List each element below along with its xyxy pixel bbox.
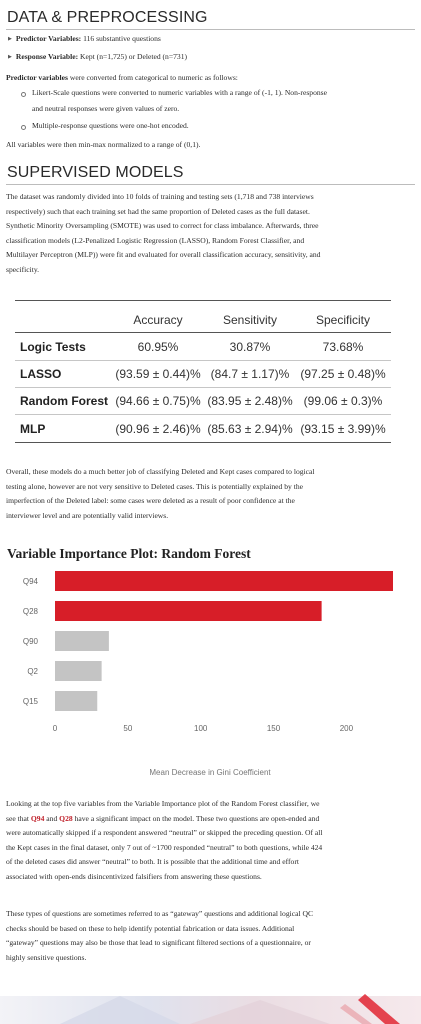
x-tick-label: 0 [52,724,58,733]
section-title-data-preprocessing: DATA & PREPROCESSING [7,9,208,26]
text-run: see that [6,813,31,823]
section-divider [6,29,415,30]
y-tick-label: Q2 [27,667,38,676]
column-header-sensitivity: Sensitivity [222,313,278,327]
paragraph-line: Synthetic Minority Oversampling (SMOTE) was used to correct for class imbalance. Afterwards, three [6,221,319,231]
row-label: LASSO [20,367,62,381]
table-cell: (90.96 ± 2.46)% [115,422,201,436]
column-header-accuracy: Accuracy [133,313,183,327]
y-tick-label: Q28 [22,607,38,616]
y-tick-label: Q90 [22,637,38,646]
table-header-rule [15,332,391,333]
chart-title: Variable Importance Plot: Random Forest [7,546,251,561]
sub-item-multiple-response [32,121,189,130]
x-axis-label: Mean Decrease in Gini Coefficient [149,768,271,776]
bar-q15 [55,691,97,711]
circle-bullet-icon [21,125,26,130]
paragraph-line: classification models (L2-Penalized Logistic Regression (LASSO), Random Forest Classifier, and [6,235,305,245]
bar-q90 [55,631,109,651]
table-cell: 60.95% [137,340,179,354]
y-tick-label: Q94 [22,577,38,586]
row-divider [15,360,391,361]
paragraph-line: “gateway” questions may also be those that lead to significant filtered sections of a questionnaire, or [6,938,311,948]
supervised-models-paragraph [6,190,414,278]
row-divider [15,414,391,415]
paragraph-line: the Kept cases in the final dataset, only 7 out of ~1700 responded “neutral” to both questions, while 424 [6,842,323,852]
paragraph-line-with-questions [6,812,414,827]
table-cell: (99.06 ± 0.3)% [303,394,383,408]
paragraph-line: associated with open-ends disincentivized falsifiers from answering these questions. [6,871,262,881]
bullet-triangle-icon: ▶ [8,37,12,42]
x-tick-label: 100 [194,724,208,733]
row-label: MLP [20,422,46,436]
paragraph-line: imperfection of the Deleted label: some cases were deleted as a result of poor confidence at the [6,496,295,506]
paragraph-line: Multilayer Perceptron (MLP)) were fit and evaluated for overall classification accuracy, sensitivity, and [6,250,321,260]
table-top-rule [15,300,391,301]
bullet-label: Predictor Variables: [15,34,82,43]
row-divider [15,387,391,388]
variable-importance-chart [0,566,421,776]
sub-item-line: Multiple-response questions were one-hot encoded. [32,121,189,130]
top-variables-paragraph [6,797,414,885]
table-bottom-rule [15,442,391,443]
models-summary-paragraph [6,465,414,523]
circle-bullet-icon [21,92,26,97]
preprocessing-intro [6,71,414,86]
bar-q2 [55,661,102,681]
paragraph-line: These types of questions are sometimes referred to as “gateway” questions and additional logical QC [6,909,314,918]
decorative-footer-band [0,990,421,1024]
bullet-label: Response Variable: [15,52,79,61]
question-q94-highlight: Q94 [30,813,45,823]
paragraph-line: of the deleted cases did answer “neutral” to both. It is possible that the additional time and effort [6,857,299,867]
paragraph-line: checks should be based on these to help identify potential fabrication or data issues. Additional [6,923,295,933]
question-q28-highlight: Q28 [59,813,73,823]
bar-q28 [55,601,322,621]
table-cell: (97.25 ± 0.48)% [300,367,386,381]
sub-item-line: Likert-Scale questions were converted to numeric variables with a range of (-1, 1). Non-response [32,88,327,97]
bullet-predictor-variables [8,34,161,43]
x-tick-label: 200 [339,724,354,733]
table-cell: (94.66 ± 0.75)% [115,394,201,408]
table-cell: 73.68% [322,340,364,354]
x-tick-label: 50 [123,724,133,733]
paragraph-line: were automatically skipped if a respondent answered “neutral” or skipped the preceding question. Of all [6,828,323,838]
table-cell: (83.95 ± 2.48)% [207,394,293,408]
intro-bold: Predictor variables [6,73,68,82]
x-tick-label: 150 [266,724,281,733]
section-divider [6,184,415,185]
table-cell: (84.7 ± 1.17)% [210,367,290,381]
sub-item-likert-cont: and neutral responses were given values of zero. [32,104,180,113]
row-label: Logic Tests [20,340,86,354]
text-run: and [44,813,60,823]
paragraph-line: Looking at the top five variables from the Variable Importance plot of the Random Forest classifier, we [6,799,320,808]
bullet-value: Kept (n=1,725) or Deleted (n=731) [80,52,188,61]
paragraph-line: respectively) such that each training set had the same proportion of Deleted cases as the full dataset. [6,206,310,216]
gateway-questions-paragraph [6,907,414,965]
sub-item-likert [32,88,327,97]
bullet-triangle-icon: ▶ [8,55,12,60]
table-cell: 30.87% [229,340,271,354]
paragraph-line: Overall, these models do a much better job of classifying Deleted and Kept cases compared to logical [6,467,315,476]
paragraph-line: specificity. [6,264,40,274]
row-label: Random Forest [20,394,109,408]
bullet-response-variable [8,52,187,61]
model-results-table [15,300,391,468]
table-cell: (93.59 ± 0.44)% [115,367,201,381]
paragraph-line: highly sensitive questions. [6,952,87,962]
text-run: have a significant impact on the model. These two questions are open-ended and [72,813,320,823]
paragraph-line: interviewer level and are potentially valid interviews. [6,510,169,520]
bullet-value: 116 substantive questions [83,34,161,43]
section-title-supervised-models: SUPERVISED MODELS [7,164,184,181]
bar-q94 [55,571,393,591]
y-tick-label: Q15 [22,697,38,706]
preprocessing-closing: All variables were then min-max normalized to a range of (0,1). [6,140,201,149]
table-cell: (93.15 ± 3.99)% [300,422,386,436]
table-cell: (85.63 ± 2.94)% [207,422,293,436]
column-header-specificity: Specificity [315,313,371,327]
paragraph-line: testing alone, however are not very sensitive to Deleted cases. This is potentially explained by the [6,481,303,491]
paragraph-line: The dataset was randomly divided into 10 folds of training and testing sets (1,718 and 738 interviews [6,192,314,201]
intro-rest: were converted from categorical to numeric as follows: [67,73,238,82]
